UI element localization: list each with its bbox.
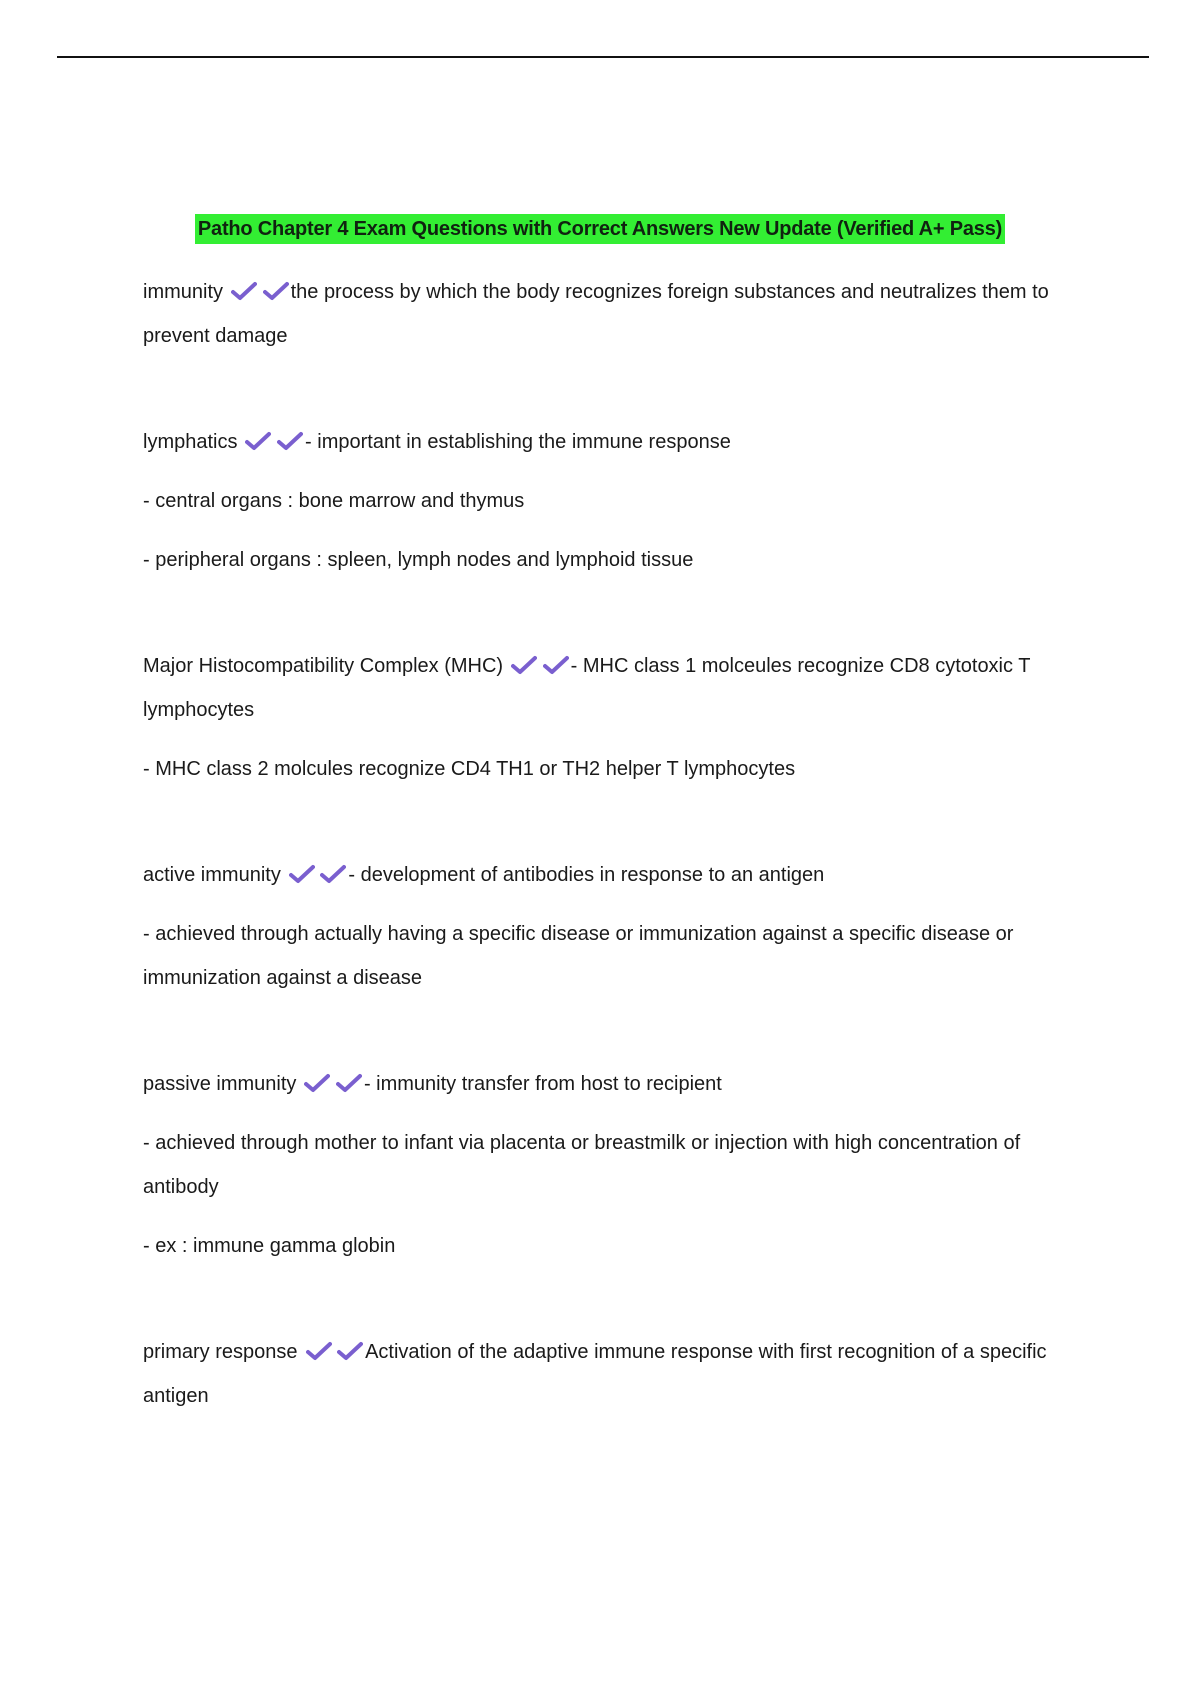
check-marks [306,1330,364,1374]
qa-question-line [143,853,1063,897]
qa-question-line [143,420,1063,464]
check-marks [231,270,289,314]
qa-list [143,270,1063,1480]
check-marks [245,420,303,464]
check-mark-icon [337,1341,363,1361]
term-text: primary response [143,1341,298,1363]
check-mark-icon [245,431,271,451]
check-mark-icon [263,281,289,301]
answer-text: the process by which the body recognizes foreign substances and neutralizes them to prevent damage [143,281,1049,347]
check-mark-icon [306,1341,332,1361]
answer-text: Activation of the adaptive immune response with first recognition of a specific antigen [143,1341,1047,1407]
qa-question-line [143,1330,1063,1418]
check-mark-icon [277,431,303,451]
term-text: active immunity [143,864,281,886]
qa-entry [143,420,1063,582]
check-mark-icon [304,1073,330,1093]
qa-entry [143,270,1063,358]
check-mark-icon [336,1073,362,1093]
answer-extra-line: - achieved through mother to infant via placenta or breastmilk or injection with high concentration of antibody [143,1132,1021,1198]
term-text: Major Histocompatibility Complex (MHC) [143,655,504,677]
answer-text: - immunity transfer from host to recipient [363,1073,722,1095]
term-text: immunity [143,281,224,303]
answer-extra-line: - peripheral organs : spleen, lymph nodes and lymphoid tissue [143,549,694,571]
page-top-rule [57,56,1149,58]
answer-text: - MHC class 1 molceules recognize CD8 cytotoxic T lymphocytes [143,655,1031,721]
qa-entry [143,1062,1063,1268]
qa-question-line [143,270,1063,358]
answer-text: - important in establishing the immune response [305,431,731,453]
answer-extra-line: - achieved through actually having a specific disease or immunization against a specific disease or immunization against a disease [143,923,1014,989]
document-title-wrapper [0,214,1200,244]
answer-extra-line: - central organs : bone marrow and thymus [143,490,525,512]
qa-question-line [143,644,1063,732]
check-mark-icon [320,864,346,884]
check-marks [304,1062,362,1106]
answer-extra-line: - MHC class 2 molcules recognize CD4 TH1 or TH2 helper T lymphocytes [143,758,796,780]
term-text: passive immunity [143,1073,297,1095]
document-title: Patho Chapter 4 Exam Questions with Correct Answers New Update (Verified A+ Pass) [195,214,1005,244]
check-mark-icon [289,864,315,884]
check-marks [511,644,569,688]
qa-entry [143,644,1063,791]
answer-text: - development of antibodies in response to an antigen [348,864,825,886]
qa-question-line [143,1062,1063,1106]
term-text: lymphatics [143,431,238,453]
qa-entry [143,1330,1063,1418]
answer-extra-line: - ex : immune gamma globin [143,1235,396,1257]
check-mark-icon [231,281,257,301]
check-marks [289,853,347,897]
check-mark-icon [511,655,537,675]
qa-entry [143,853,1063,1000]
check-mark-icon [543,655,569,675]
